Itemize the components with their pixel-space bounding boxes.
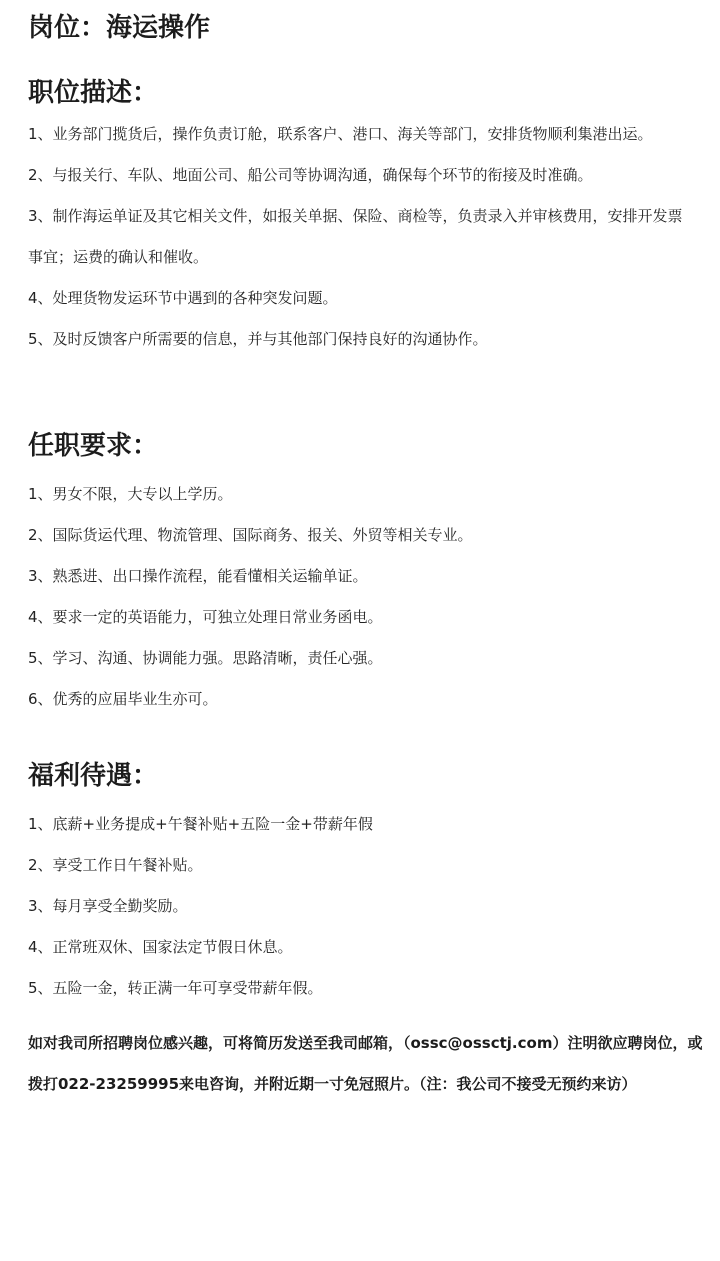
benefits-item-3: 3、每月享受全勤奖励。 <box>28 897 188 915</box>
benefits-item-5: 5、五险一金，转正满一年可享受带薪年假。 <box>28 979 323 997</box>
requirements-item-2: 2、国际货运代理、物流管理、国际商务、报关、外贸等相关专业。 <box>28 526 473 544</box>
benefits-item-4: 4、正常班双休、国家法定节假日休息。 <box>28 938 293 956</box>
requirements-item-5: 5、学习、沟通、协调能力强。思路清晰，责任心强。 <box>28 649 383 667</box>
description-item-2: 2、与报关行、车队、地面公司、船公司等协调沟通，确保每个环节的衔接及时准确。 <box>28 166 593 184</box>
description-heading: 职位描述： <box>28 78 159 108</box>
benefits-list <box>28 804 712 1009</box>
job-title: 岗位：海运操作 <box>28 13 211 43</box>
requirements-item-4: 4、要求一定的英语能力，可独立处理日常业务函电。 <box>28 608 383 626</box>
benefits-item-1: 1、底薪+业务提成+午餐补贴+五险一金+带薪年假 <box>28 815 373 833</box>
description-item-3: 3、制作海运单证及其它相关文件，如报关单据、保险、商检等，负责录入并审核费用，安排开发票事宜；运费的确认和催收。 <box>28 207 683 266</box>
benefits-item-2: 2、享受工作日午餐补贴。 <box>28 856 203 874</box>
requirements-item-6: 6、优秀的应届毕业生亦可。 <box>28 690 218 708</box>
description-item-1: 1、业务部门揽货后，操作负责订舱，联系客户、港口、海关等部门，安排货物顺利集港出运。 <box>28 125 653 143</box>
requirements-item-3: 3、熟悉进、出口操作流程，能看懂相关运输单证。 <box>28 567 368 585</box>
description-item-5: 5、及时反馈客户所需要的信息，并与其他部门保持良好的沟通协作。 <box>28 330 488 348</box>
benefits-heading: 福利待遇： <box>28 761 159 791</box>
description-item-4: 4、处理货物发运环节中遇到的各种突发问题。 <box>28 289 338 307</box>
contact-note: 如对我司所招聘岗位感兴趣，可将简历发送至我司邮箱，（ossc@ossctj.com）注明欲应聘岗位，或拨打022-23259995来电咨询，并附近期一寸免冠照片。（注：我公司不接受无预约来访） <box>28 1034 703 1093</box>
requirements-list <box>28 474 712 720</box>
requirements-heading: 任职要求： <box>28 431 159 461</box>
requirements-item-1: 1、男女不限，大专以上学历。 <box>28 485 233 503</box>
description-list <box>28 114 712 360</box>
